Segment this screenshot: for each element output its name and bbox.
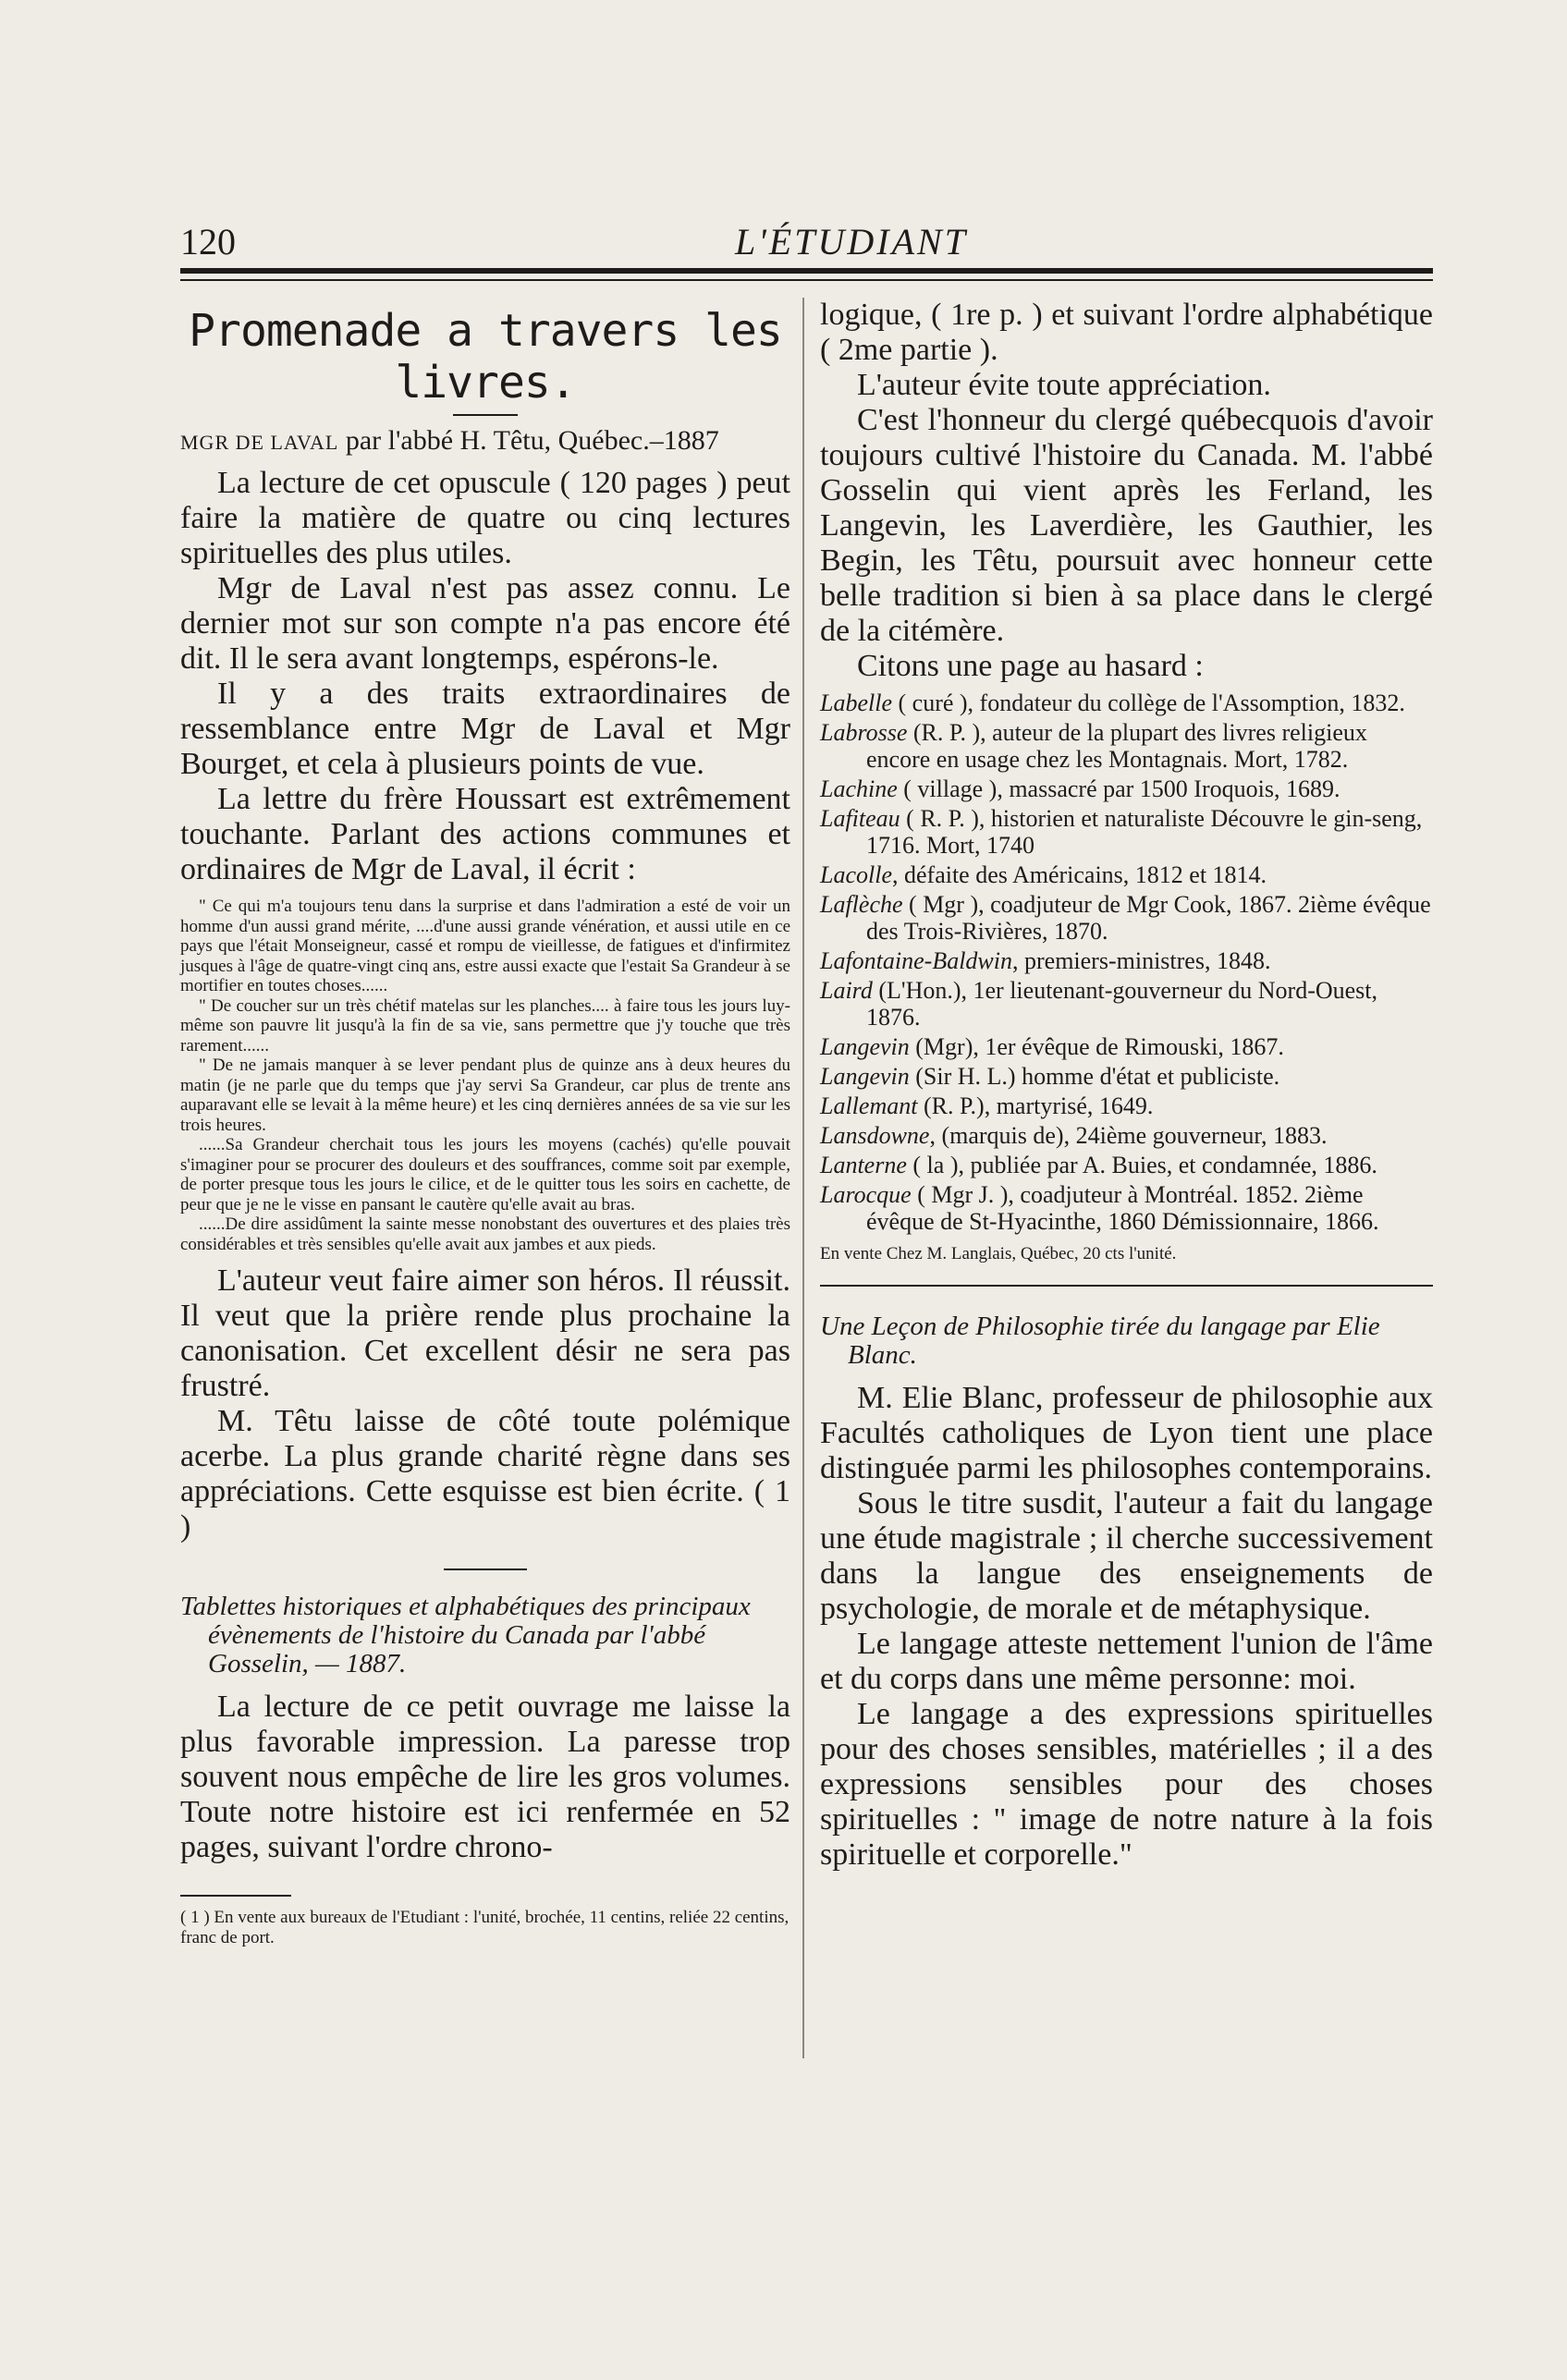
list-item xyxy=(820,690,1433,716)
paragraph: La lettre du frère Houssart est extrêmement touchante. Parlant des actions communes et ordinaires de Mgr de Laval, il écrit : xyxy=(180,782,790,886)
paragraph: logique, ( 1re p. ) et suivant l'ordre alphabétique ( 2me partie ). xyxy=(820,298,1433,367)
entry-name: Lachine xyxy=(820,775,898,802)
list-item xyxy=(820,719,1433,773)
quote-paragraph: ......Sa Grandeur cherchait tous les jours les moyens (cachés) qu'elle pouvait s'imaginer pour se procurer des douleurs et des souffrances, comme soit par exemple, de porter presque tous les jours le cilice, et de le quitter tous les soirs en cachette, de peur que je ne le visse en pansant le cautère qu'elle avait au bras. xyxy=(180,1135,790,1214)
block-quote xyxy=(180,897,790,1254)
book-title-lecon: Une Leçon de Philosophie tirée du langage par Elie Blanc. xyxy=(820,1312,1380,1370)
entry-name: Lansdowne xyxy=(820,1122,930,1149)
paragraph: M. Elie Blanc, professeur de philosophie aux Facultés catholiques de Lyon tient une place distinguée parmi les philosophes contemporains. xyxy=(820,1381,1433,1485)
entry-text: ( village ), massacré par 1500 Iroquois, 1689. xyxy=(897,775,1341,802)
footnote-rule xyxy=(180,1895,291,1897)
entry-text: (L'Hon.), 1er lieutenant-gouverneur du Nord-Ouest, 1876. xyxy=(866,977,1378,1031)
book-author-caps: MGR DE LAVAL xyxy=(180,431,339,454)
title-rule xyxy=(453,414,518,416)
entry-text: ( la ), publiée par A. Buies, et condamnée, 1886. xyxy=(906,1152,1377,1178)
entry-name: Laird xyxy=(820,977,873,1004)
paragraph: M. Têtu laisse de côté toute polémique acerbe. La plus grande charité règne dans ses appréciations. Cette esquisse est bien écrite. ( 1 ) xyxy=(180,1404,790,1544)
entry-list xyxy=(820,690,1433,1235)
entry-name: Lacolle xyxy=(820,861,892,888)
paragraph: L'auteur veut faire aimer son héros. Il réussit. Il veut que la prière rende plus prochaine la canonisation. Cet excellent désir ne sera pas frustré. xyxy=(180,1263,790,1403)
left-column xyxy=(180,298,790,1948)
entry-name: Lanterne xyxy=(820,1152,907,1178)
list-item xyxy=(820,1122,1433,1149)
list-item xyxy=(820,1033,1433,1060)
list-item xyxy=(820,805,1433,859)
entry-name: Lallemant xyxy=(820,1092,918,1119)
list-item xyxy=(820,947,1433,974)
entry-name: Laflèche xyxy=(820,891,903,918)
quote-paragraph: " De ne jamais manquer à se lever pendant plus de quinze ans à deux heures du matin (je ne parle que du temps que j'ay servi Sa Grandeur, car plus de trente ans auparavant elle se levait à la même heure) et les cinq dernières années de sa vie sur les trois heures. xyxy=(180,1056,790,1135)
entry-text: ( R. P. ), historien et naturaliste Découvre le gin-seng, 1716. Mort, 1740 xyxy=(866,805,1423,859)
paragraph: La lecture de ce petit ouvrage me laisse la plus favorable impression. La paresse trop souvent nous empêche de lire les gros volumes. Toute notre histoire est ici renfermée en 52 pages, suivant l'ordre chrono- xyxy=(180,1690,790,1864)
entry-text: (R. P.), martyrisé, 1649. xyxy=(917,1092,1154,1119)
entry-name: Langevin xyxy=(820,1033,910,1060)
paragraph: Sous le titre susdit, l'auteur a fait du langage une étude magistrale ; il cherche successivement dans la langue des enseignements de psychologie, de morale et de métaphysique. xyxy=(820,1486,1433,1626)
entry-name: Larocque xyxy=(820,1181,912,1208)
header-rule-thick xyxy=(180,268,1433,274)
entry-name: Lafontaine-Baldwin xyxy=(820,947,1012,974)
entry-text: ( Mgr ), coadjuteur de Mgr Cook, 1867. 2ième évêque des Trois-Rivières, 1870. xyxy=(866,891,1431,945)
section-divider xyxy=(444,1568,527,1570)
entry-text: (Mgr), 1er évêque de Rimouski, 1867. xyxy=(909,1033,1284,1060)
quote-paragraph: " De coucher sur un très chétif matelas sur les planches.... à faire tous les jours luy-même son pauvre lit jusqu'à la fin de sa vie, sans permettre que j'y touche que très rarement...... xyxy=(180,995,790,1056)
column-divider xyxy=(802,298,804,2058)
entry-name: Labelle xyxy=(820,690,892,716)
list-item xyxy=(820,977,1433,1031)
section-divider xyxy=(820,1285,1433,1287)
paragraph: C'est l'honneur du clergé québecquois d'avoir toujours cultivé l'histoire du Canada. M. l'abbé Gosselin qui vient après les Ferland, les Langevin, les Laverdière, les Gauthier, les Begin, les Têtu, poursuit avec honneur cette belle tradition si bien à sa place dans le clergé de la citémère. xyxy=(820,403,1433,648)
paragraph: L'auteur évite toute appréciation. xyxy=(857,368,1271,402)
list-item xyxy=(820,861,1433,888)
entry-text: , défaite des Américains, 1812 et 1814. xyxy=(892,861,1267,888)
footnote: ( 1 ) En vente aux bureaux de l'Etudiant : l'unité, brochée, 11 centins, reliée 22 centins, franc de port. xyxy=(180,1908,790,1947)
book-reference-laval xyxy=(180,425,790,457)
list-item xyxy=(820,891,1433,945)
list-item xyxy=(820,775,1433,802)
entry-text: ( curé ), fondateur du collège de l'Assomption, 1832. xyxy=(892,690,1405,716)
paragraph: Le langage atteste nettement l'union de l'âme et du corps dans une même personne: moi. xyxy=(820,1627,1433,1696)
entry-name: Labrosse xyxy=(820,719,908,746)
right-column xyxy=(820,298,1433,1873)
list-item xyxy=(820,1152,1433,1178)
list-item xyxy=(820,1092,1433,1119)
quote-paragraph: " Ce qui m'a toujours tenu dans la surprise et dans l'admiration a esté de voir un homme d'un aussi grand mérite, ....d'une aussi grande vénération, et aussi utile en ce pays que l'était Monseigneur, cassé et rompu de vieillesse, de fatigues et d'infirmitez jusques à l'âge de quatre-vingt cinq ans, estre aussi exacte que l'estait Sa Grandeur à se mortifier en toutes choses...... xyxy=(180,897,790,995)
entry-name: Langevin xyxy=(820,1063,910,1090)
list-item xyxy=(820,1063,1433,1090)
sale-note: En vente Chez M. Langlais, Québec, 20 cts l'unité. xyxy=(820,1244,1177,1263)
paragraph: Citons une page au hasard : xyxy=(857,649,1204,683)
paragraph: La lecture de cet opuscule ( 120 pages ) peut faire la matière de quatre ou cinq lectures spirituelles des plus utiles. xyxy=(180,466,790,570)
quote-paragraph: ......De dire assidûment la sainte messe nonobstant des ouvertures et des plaies très considérables et très sensibles qu'elle avait aux jambes et aux pieds. xyxy=(180,1214,790,1254)
entry-text: , (marquis de), 24ième gouverneur, 1883. xyxy=(929,1122,1328,1149)
paragraph: Le langage a des expressions spirituelles pour des choses sensibles, matérielles ; il a des expressions sensibles pour des choses spirituelles : " image de notre nature à la fois spirituelle et corporelle." xyxy=(820,1697,1433,1872)
running-title: L'ÉTUDIANT xyxy=(735,221,968,262)
paragraph: Mgr de Laval n'est pas assez connu. Le dernier mot sur son compte n'a pas encore été dit. Il le sera avant longtemps, espérons-le. xyxy=(180,571,790,676)
paragraph: Il y a des traits extraordinaires de ressemblance entre Mgr de Laval et Mgr Bourget, et cela à plusieurs points de vue. xyxy=(180,677,790,781)
entry-text: (R. P. ), auteur de la plupart des livres religieux encore en usage chez les Montagnais. Mort, 1782. xyxy=(866,719,1367,773)
header-rule-thin xyxy=(180,279,1433,281)
section-title: Promenade a travers les livres. xyxy=(189,305,782,409)
page-number: 120 xyxy=(180,221,236,262)
page-header xyxy=(180,220,1433,266)
list-item xyxy=(820,1181,1433,1235)
entry-text: (Sir H. L.) homme d'état et publiciste. xyxy=(909,1063,1280,1090)
entry-text: ( Mgr J. ), coadjuteur à Montréal. 1852. 2ième évêque de St-Hyacinthe, 1860 Démissionnaire, 1866. xyxy=(866,1181,1379,1235)
entry-name: Lafiteau xyxy=(820,805,900,832)
book-reference-rest: par l'abbé H. Têtu, Québec.–1887 xyxy=(345,425,719,456)
book-title-tablettes: Tablettes historiques et alphabétiques des principaux évènements de l'histoire du Canada par l'abbé Gosselin, — 1887. xyxy=(180,1592,751,1678)
entry-text: , premiers-ministres, 1848. xyxy=(1012,947,1271,974)
